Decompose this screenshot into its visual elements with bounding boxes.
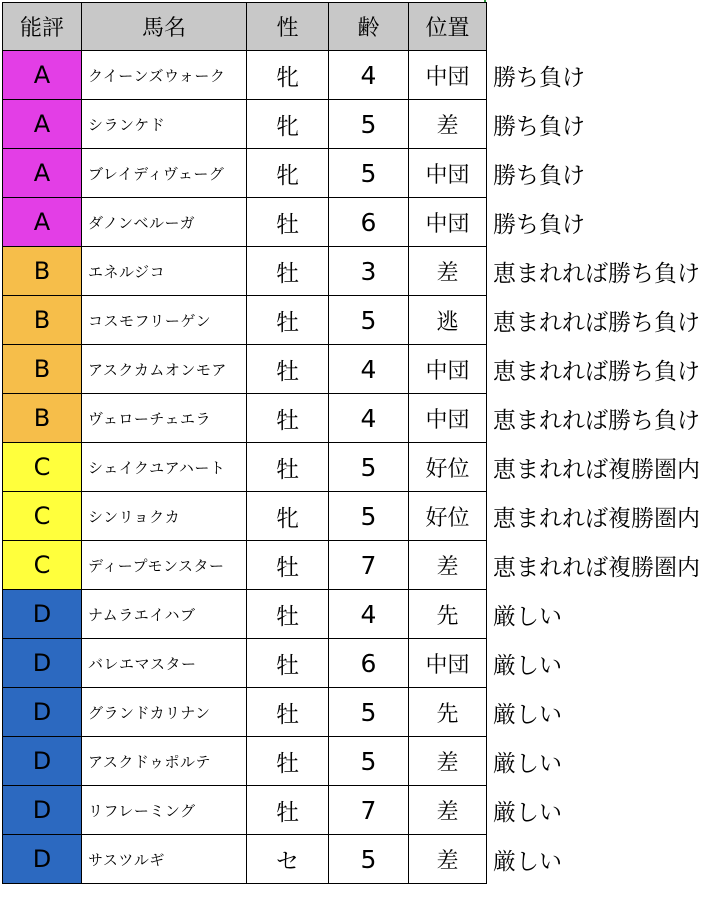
age-cell: 3 bbox=[329, 247, 409, 296]
rating-cell: D bbox=[3, 590, 82, 639]
table-row bbox=[3, 149, 720, 198]
table-row bbox=[3, 345, 720, 394]
position-cell: 差 bbox=[409, 100, 487, 149]
age-cell: 6 bbox=[329, 639, 409, 688]
position-cell: 先 bbox=[409, 590, 487, 639]
age-cell: 5 bbox=[329, 688, 409, 737]
horse-name-cell: サスツルギ bbox=[82, 835, 247, 884]
comment-cell: 恵まれれば複勝圏内 bbox=[493, 554, 700, 581]
sex-cell: 牡 bbox=[247, 247, 329, 296]
sex-cell: 牡 bbox=[247, 786, 329, 835]
position-cell: 差 bbox=[409, 541, 487, 590]
comment-cell: 厳しい bbox=[493, 603, 562, 630]
rating-cell: B bbox=[3, 394, 82, 443]
rating-cell: A bbox=[3, 100, 82, 149]
horse-name-cell: シェイクユアハート bbox=[82, 443, 247, 492]
header-sex: 性 bbox=[247, 3, 329, 51]
comment-cell: 恵まれれば勝ち負け bbox=[493, 407, 700, 434]
rating-cell: B bbox=[3, 345, 82, 394]
sex-cell: 牡 bbox=[247, 296, 329, 345]
rating-cell: C bbox=[3, 443, 82, 492]
age-cell: 6 bbox=[329, 198, 409, 247]
position-cell: 差 bbox=[409, 835, 487, 884]
table-row bbox=[3, 737, 720, 786]
sex-cell: 牡 bbox=[247, 688, 329, 737]
sex-cell: 牡 bbox=[247, 737, 329, 786]
sex-cell: 牡 bbox=[247, 541, 329, 590]
age-cell: 5 bbox=[329, 492, 409, 541]
sex-cell: 牡 bbox=[247, 590, 329, 639]
sex-cell: 牡 bbox=[247, 639, 329, 688]
comment-cell: 恵まれれば勝ち負け bbox=[493, 358, 700, 385]
position-cell: 逃 bbox=[409, 296, 487, 345]
rating-cell: D bbox=[3, 835, 82, 884]
horse-name-cell: アスクカムオンモア bbox=[82, 345, 247, 394]
age-cell: 7 bbox=[329, 541, 409, 590]
position-cell: 好位 bbox=[409, 492, 487, 541]
horse-rating-table bbox=[2, 2, 720, 884]
age-cell: 5 bbox=[329, 296, 409, 345]
sex-cell: 牡 bbox=[247, 443, 329, 492]
header-rating: 能評 bbox=[3, 3, 82, 51]
position-cell: 差 bbox=[409, 786, 487, 835]
position-cell: 中団 bbox=[409, 639, 487, 688]
rating-cell: B bbox=[3, 247, 82, 296]
sex-cell: 牡 bbox=[247, 198, 329, 247]
horse-name-cell: ダノンベルーガ bbox=[82, 198, 247, 247]
table-row bbox=[3, 835, 720, 884]
horse-name-cell: ナムラエイハブ bbox=[82, 590, 247, 639]
sex-cell: 牝 bbox=[247, 492, 329, 541]
header-age: 齢 bbox=[329, 3, 409, 51]
age-cell: 4 bbox=[329, 590, 409, 639]
comment-cell: 勝ち負け bbox=[493, 113, 585, 140]
horse-name-cell: バレエマスター bbox=[82, 639, 247, 688]
sex-cell: セ bbox=[247, 835, 329, 884]
comment-cell: 恵まれれば複勝圏内 bbox=[493, 505, 700, 532]
age-cell: 5 bbox=[329, 149, 409, 198]
age-cell: 5 bbox=[329, 737, 409, 786]
horse-name-cell: ヴェローチェエラ bbox=[82, 394, 247, 443]
comment-cell: 厳しい bbox=[493, 750, 562, 777]
table-row bbox=[3, 541, 720, 590]
horse-name-cell: ディープモンスター bbox=[82, 541, 247, 590]
horse-name-cell: シランケド bbox=[82, 100, 247, 149]
header-comment-blank bbox=[487, 3, 720, 51]
comment-cell: 厳しい bbox=[493, 652, 562, 679]
comment-cell: 勝ち負け bbox=[493, 211, 585, 238]
comment-cell: 恵まれれば複勝圏内 bbox=[493, 456, 700, 483]
table-row bbox=[3, 394, 720, 443]
sex-cell: 牝 bbox=[247, 100, 329, 149]
position-cell: 中団 bbox=[409, 51, 487, 100]
comment-cell: 厳しい bbox=[493, 799, 562, 826]
rating-cell: A bbox=[3, 51, 82, 100]
header-name: 馬名 bbox=[82, 3, 247, 51]
horse-name-cell: コスモフリーゲン bbox=[82, 296, 247, 345]
age-cell: 5 bbox=[329, 835, 409, 884]
horse-name-cell: アスクドゥポルテ bbox=[82, 737, 247, 786]
sex-cell: 牝 bbox=[247, 51, 329, 100]
rating-cell: D bbox=[3, 737, 82, 786]
age-cell: 4 bbox=[329, 51, 409, 100]
header-row bbox=[3, 3, 720, 51]
rating-cell: C bbox=[3, 541, 82, 590]
position-cell: 好位 bbox=[409, 443, 487, 492]
horse-name-cell: シンリョクカ bbox=[82, 492, 247, 541]
table-row bbox=[3, 51, 720, 100]
header-position: 位置 bbox=[409, 3, 487, 51]
table-row bbox=[3, 198, 720, 247]
rating-cell: B bbox=[3, 296, 82, 345]
age-cell: 5 bbox=[329, 443, 409, 492]
sex-cell: 牡 bbox=[247, 345, 329, 394]
table-row bbox=[3, 492, 720, 541]
comment-cell: 勝ち負け bbox=[493, 162, 585, 189]
table-row bbox=[3, 100, 720, 149]
horse-name-cell: リフレーミング bbox=[82, 786, 247, 835]
table-row bbox=[3, 639, 720, 688]
table-row bbox=[3, 688, 720, 737]
rating-cell: C bbox=[3, 492, 82, 541]
rating-cell: A bbox=[3, 198, 82, 247]
table-row bbox=[3, 590, 720, 639]
rating-cell: D bbox=[3, 639, 82, 688]
table-row bbox=[3, 443, 720, 492]
table-row bbox=[3, 786, 720, 835]
position-cell: 中団 bbox=[409, 149, 487, 198]
age-cell: 4 bbox=[329, 394, 409, 443]
comment-cell: 勝ち負け bbox=[493, 64, 585, 91]
comment-cell: 厳しい bbox=[493, 701, 562, 728]
position-cell: 中団 bbox=[409, 198, 487, 247]
position-cell: 差 bbox=[409, 247, 487, 296]
position-cell: 先 bbox=[409, 688, 487, 737]
sex-cell: 牝 bbox=[247, 149, 329, 198]
table-row bbox=[3, 247, 720, 296]
age-cell: 4 bbox=[329, 345, 409, 394]
horse-name-cell: ブレイディヴェーグ bbox=[82, 149, 247, 198]
age-cell: 7 bbox=[329, 786, 409, 835]
position-cell: 差 bbox=[409, 737, 487, 786]
comment-cell: 厳しい bbox=[493, 848, 562, 875]
table-row bbox=[3, 296, 720, 345]
position-cell: 中団 bbox=[409, 394, 487, 443]
horse-name-cell: グランドカリナン bbox=[82, 688, 247, 737]
horse-name-cell: エネルジコ bbox=[82, 247, 247, 296]
rating-cell: D bbox=[3, 688, 82, 737]
rating-cell: A bbox=[3, 149, 82, 198]
position-cell: 中団 bbox=[409, 345, 487, 394]
comment-cell: 恵まれれば勝ち負け bbox=[493, 309, 700, 336]
rating-cell: D bbox=[3, 786, 82, 835]
age-cell: 5 bbox=[329, 100, 409, 149]
sex-cell: 牡 bbox=[247, 394, 329, 443]
comment-cell: 恵まれれば勝ち負け bbox=[493, 260, 700, 287]
horse-name-cell: クイーンズウォーク bbox=[82, 51, 247, 100]
